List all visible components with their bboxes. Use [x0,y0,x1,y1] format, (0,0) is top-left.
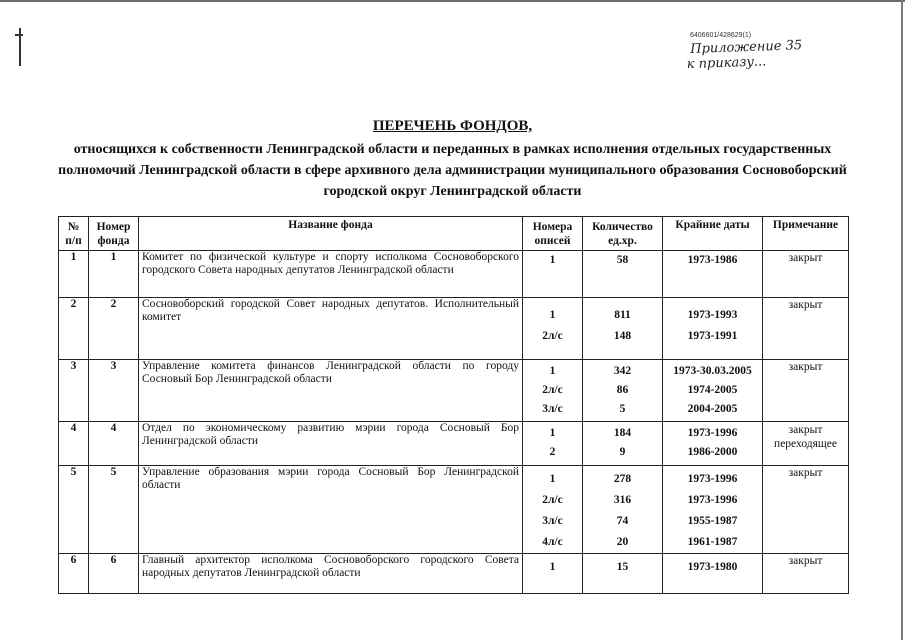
cell-quantity: 342 86 5 [583,360,663,422]
cell-dates: 1973-1996 1986-2000 [663,422,763,466]
cell-inventories: 1 [523,251,583,298]
table-row [59,466,849,554]
doc-number: 6406601/428629(1) [690,32,752,39]
table-row [59,298,849,360]
cell-fund-name: Комитет по физической культуре и спорту исполкома Сосновоборского городского Совета народных депутатов Ленинградской области [139,251,523,298]
header-num: № п/п [59,217,89,251]
cell-quantity: 15 [583,554,663,594]
cell-dates: 1973-1980 [663,554,763,594]
document-subtitle: относящихся к собственности Ленинградской области и переданных в рамках исполнения отдельных государственных полномочий Ленинградской области в сфере архивного дела администрации муниципального образования Сосновоборский городской округ Ленинградской области [58,142,847,199]
cell-num: 3 [59,360,89,422]
cell-fund-number: 4 [89,422,139,466]
header-quantity: Количество ед.хр. [583,217,663,251]
funds-table [58,216,849,594]
cell-quantity: 58 [583,251,663,298]
cell-fund-number: 6 [89,554,139,594]
header-dates: Крайние даты [663,217,763,251]
cell-fund-number: 5 [89,466,139,554]
cell-num: 5 [59,466,89,554]
cell-inventories: 1 2л/с [523,298,583,360]
cell-note: закрыт [763,554,849,594]
cell-fund-name: Управление комитета финансов Ленинградской области по городу Сосновый Бор Ленинградской области [139,360,523,422]
cell-inventories: 1 [523,554,583,594]
cell-note: закрыт [763,360,849,422]
cell-fund-number: 3 [89,360,139,422]
header-inventories: Номера описей [523,217,583,251]
cell-quantity: 184 9 [583,422,663,466]
cell-note: закрыт [763,298,849,360]
cell-fund-name: Главный архитектор исполкома Сосновоборского городского Совета народных депутатов Ленинградской области [139,554,523,594]
cell-num: 1 [59,251,89,298]
handwritten-note-line1: Приложение 35 [690,38,803,57]
margin-mark [18,28,22,66]
handwritten-note-line2: к приказу... [686,54,767,73]
table-header-row [59,217,849,251]
cell-fund-number: 1 [89,251,139,298]
cell-num: 2 [59,298,89,360]
handwritten-note [686,36,861,73]
page-edge-top [0,0,905,2]
cell-dates: 1973-1986 [663,251,763,298]
cell-inventories: 1 2л/с 3л/с [523,360,583,422]
cell-fund-name: Управление образования мэрии города Сосновый Бор Ленинградской области [139,466,523,554]
header-fund-number: Номер фонда [89,217,139,251]
cell-fund-name: Отдел по экономическому развитию мэрии города Сосновый Бор Ленинградской области [139,422,523,466]
document-title: ПЕРЕЧЕНЬ ФОНДОВ, [372,118,533,134]
table-row [59,422,849,466]
header-fund-name: Название фонда [139,217,523,251]
cell-dates: 1973-1996 1973-1996 1955-1987 1961-1987 [663,466,763,554]
table-row [59,360,849,422]
cell-note: закрыт [763,251,849,298]
cell-note: закрыт переходящее [763,422,849,466]
cell-num: 6 [59,554,89,594]
cell-note: закрыт [763,466,849,554]
page-edge-right [901,0,903,640]
cell-inventories: 1 2л/с 3л/с 4л/с [523,466,583,554]
cell-dates: 1973-30.03.2005 1974-2005 2004-2005 [663,360,763,422]
cell-quantity: 278 316 74 20 [583,466,663,554]
cell-num: 4 [59,422,89,466]
header-note: Примечание [763,217,849,251]
cell-fund-number: 2 [89,298,139,360]
table-row [59,251,849,298]
table-row [59,554,849,594]
cell-dates: 1973-1993 1973-1991 [663,298,763,360]
cell-inventories: 1 2 [523,422,583,466]
cell-fund-name: Сосновоборский городской Совет народных депутатов. Исполнительный комитет [139,298,523,360]
cell-quantity: 811 148 [583,298,663,360]
